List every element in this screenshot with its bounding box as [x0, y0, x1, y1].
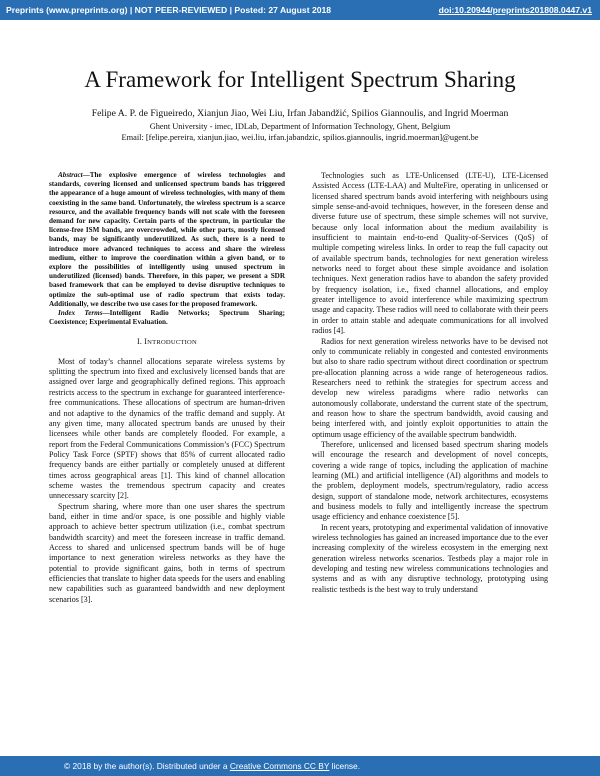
- preprint-header-bar: [0, 0, 600, 20]
- section-title-rest: NTRODUCTION: [147, 339, 197, 347]
- paper-title: A Framework for Intelligent Spectrum Sharing: [84, 67, 516, 92]
- body-paragraph: Technologies such as LTE-Unlicensed (LTE-U), LTE-Licensed Assisted Access (LTE-LAA) and MulteFire, operating in unlicensed or licensed shared spectrum bands avoid interfering with neighbours using simple sense-and-avoid techniques, however, in the foreseen dense and diverse future use of spectrum, these simple schemes will not survive, because only local information about the medium availability is insufficient to maintain end-to-end Quality-of-Services (QoS) of multiple competing wireless links. In order to reap the full capacity out of available spectrum bands, technologies for next generation wireless networks need to forget about these simple avoidance and isolation techniques. Next generation radios have to abandon the safety provided by frequency isolation, i.e., fixed channel allocations, and employ greater intelligence to avoid interference while maximizing spectrum usage and capacity. These radios will need to collaborate with their peers in order to attain stable and adequate communications for all involved radios [4].: [312, 171, 548, 336]
- body-paragraph: Spectrum sharing, where more than one user shares the spectrum band, either in time and/or space, is one possible and highly viable approach to achieve better spectrum utilization (i.e., combat spectrum bandwidth scarcity) and meet the foreseen increase in traffic demand. Access to shared and unlicensed spectrum bands will be of huge importance to next generation wireless networks as they have the potential to provide significant gains, both in terms of spectrum efficiencies that translate to higher data speeds for the users and enabling new capabilities such as guaranteed bandwidth and new deployment scenarios [3].: [49, 501, 285, 604]
- left-column: [49, 171, 285, 605]
- license-suffix: license.: [329, 761, 361, 771]
- body-paragraph: Most of today’s channel allocations separate wireless systems by splitting the spectrum into fixed and exclusively licensed bands that are assigned over large and geographically defined regions. This approach restricts access to the spectrum in exchange for guaranteed interference-free communications. These allocations of spectrum are human-driven and not adaptive to the dynamics of the traffic demand and supply. At any given time, many allocated spectrum bands are unused by their licensees while other bands are completely flooded. For example, a report from the Federal Communications Commission’s (FCC) Spectrum Policy Task Force (SPTF) shows that 85% of current allocated radio frequency bands are either partially or completely unused at different times across geographical areas [1]. This kind of channel allocation scheme wastes the tremendous spectrum capacity and creates unnecessary scarcity [2].: [49, 356, 285, 501]
- section-number: I.: [137, 337, 143, 347]
- body-paragraph: In recent years, prototyping and experimental validation of innovative wireless technologies has gained an increased importance due to the ever increasing complexity of the wireless ecosystem in the emerging next generation wireless networks scenarios. Testbeds play a major role in developing and testing new wireless communications technologies and systems and as with any disruptive technology, prototyping using realistic testbeds is the best way to truly understand: [312, 522, 548, 594]
- affiliation: Ghent University - imec, IDLab, Department of Information Technology, Ghent, Belgium: [149, 122, 451, 131]
- section-heading-introduction: [49, 337, 285, 348]
- license-prefix: © 2018 by the author(s). Distributed under a: [64, 761, 230, 771]
- right-column: [312, 171, 548, 595]
- index-terms-label: Index Terms: [58, 309, 103, 318]
- author-list: Felipe A. P. de Figueiredo, Xianjun Jiao, Wei Liu, Irfan Jabandžić, Spilios Giannoulis, and Ingrid Moerman: [91, 108, 509, 119]
- license-notice: [64, 756, 360, 776]
- license-link[interactable]: Creative Commons CC BY: [229, 761, 330, 771]
- abstract-label: Abstract: [58, 171, 83, 179]
- author-emails: Email: [felipe.pereira, xianjun.jiao, wei.liu, irfan.jabandzic, spilios.giannoulis, ingrid.moerman]@ugent.be: [121, 133, 479, 142]
- body-paragraph: Radios for next generation wireless networks have to be devised not only to communicate reliably in congested and contested environments but also to share radio spectrum without direct coordination or spectrum pre-allocation planning across a wide range of heterogeneous radios. Researchers need to rethink the strategies for spectrum access and develop new wireless paradigms where radio networks can autonomously collaborate, understand the current state of the spectrum, and reason how to share the spectrum bandwidth, avoid causing and being interfered with, and jointly exploit opportunities to attain the optimum usage efficiency of the available spectrum bandwidth.: [312, 336, 548, 439]
- body-paragraph: Therefore, unlicensed and licensed based spectrum sharing models will encourage the research and development of novel concepts, covering a wide range of topics, including the application of machine learning (ML) and artificial intelligence (AI) algorithms and models to the problem, deployment models, spectrum/regulatory, radio access design, support of standalone mode, network architectures, ecosystems and business models to fully and intelligently increase the spectrum usage efficiency and enhance coexistence [5].: [312, 439, 548, 522]
- header-info: Preprints (www.preprints.org) | NOT PEER-REVIEWED | Posted: 27 August 2018: [6, 5, 332, 15]
- abstract-text: —The explosive emergence of wireless technologies and standards, covering licensed and unlicensed spectrum bands has triggered the appearance of a huge amount of wireless technologies, with many of them coexisting in the same band. Unfortunately, the wireless spectrum is a scarce resource, and the available frequency bands will not scale with the foreseen demand for new capacity. Certain parts of the spectrum, in particular the license-free ISM bands, are overcrowded, while other parts, mostly licensed bands, may be significantly underutilized. As such, there is a need to introduce more advanced techniques to access and share the wireless medium, either to improve the coordination within a given band, or to explore the possibilities of intelligently using unused spectrum in underutilized (licensed) bands. Therefore, in this paper, we present a SDR based framework that can be employed to devise disruptive techniques to optimize the sub-optimal use of radio spectrum that exists today. Additionally, we describe two use cases for the proposed framework.: [49, 171, 285, 308]
- abstract: [49, 171, 285, 309]
- index-terms: [49, 309, 285, 327]
- license-footer-bar: [0, 756, 600, 776]
- doi-link[interactable]: doi:10.20944/preprints201808.0447.v1: [438, 5, 592, 15]
- section-title-initial: I: [144, 337, 148, 347]
- index-terms-text: —Intelligent Radio Networks; Spectrum Sharing; Coexistence; Experimental Evaluation.: [49, 309, 285, 327]
